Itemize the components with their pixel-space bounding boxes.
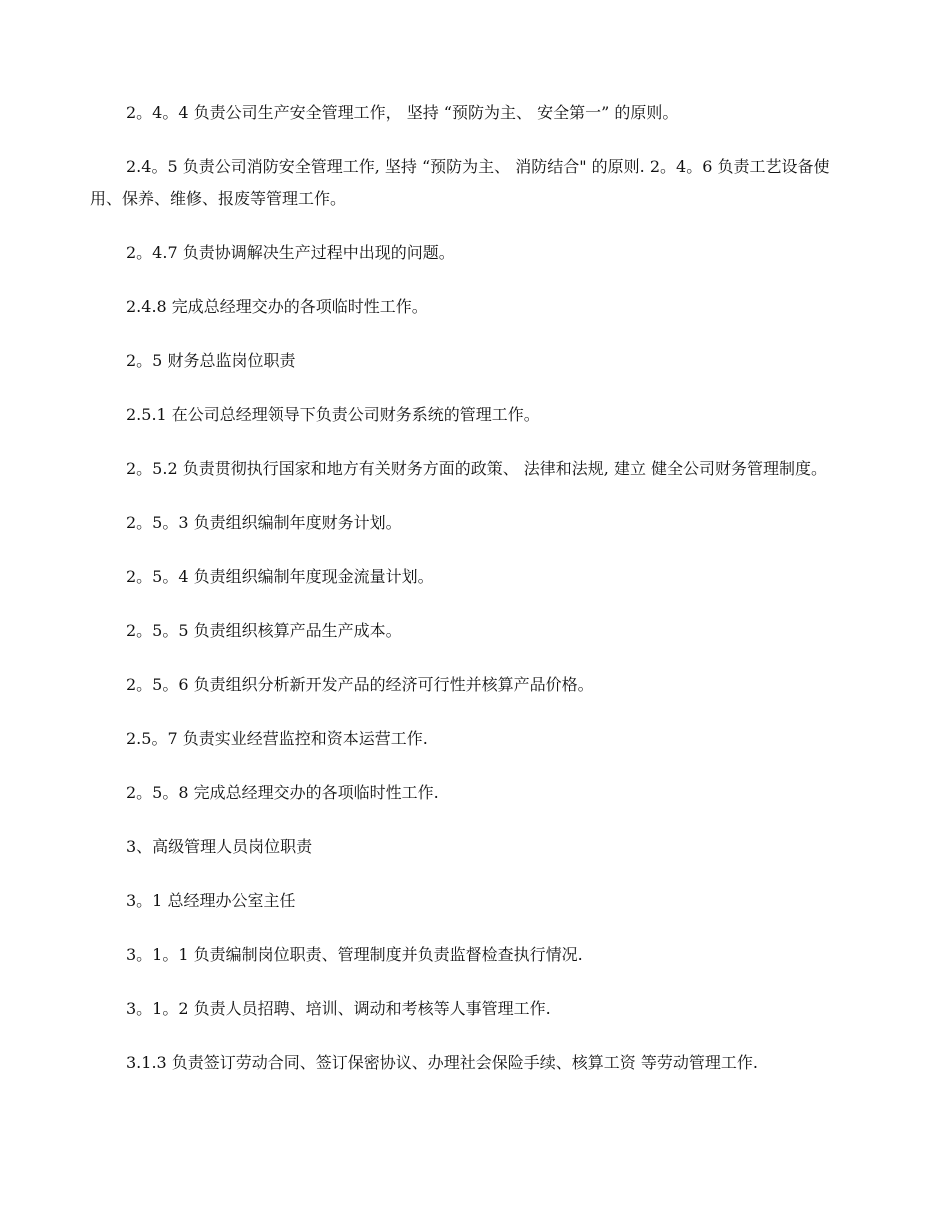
paragraph-2-4-7: 2。4.7 负责协调解决生产过程中出现的问题。 xyxy=(126,243,455,262)
paragraph-2-5-3: 2。5。3 负责组织编制年度财务计划。 xyxy=(126,513,402,532)
paragraph-2-5-8: 2。5。8 完成总经理交办的各项临时性工作. xyxy=(126,783,439,802)
paragraph-2-5-6: 2。5。6 负责组织分析新开发产品的经济可行性并核算产品价格。 xyxy=(126,675,594,694)
paragraph-3-1-3: 3.1.3 负责签订劳动合同、签订保密协议、办理社会保险手续、核算工资 等劳动管理工作. xyxy=(126,1053,758,1072)
paragraph-3-1-2: 3。1。2 负责人员招聘、培训、调动和考核等人事管理工作. xyxy=(126,999,551,1018)
paragraph-2-5-5: 2。5。5 负责组织核算产品生产成本。 xyxy=(126,621,402,640)
paragraph-3-1-1: 3。1。1 负责编制岗位职责、管理制度并负责监督检查执行情况. xyxy=(126,945,583,964)
paragraph-2-4-5: 2.4。5 负责公司消防安全管理工作, 坚持 “预防为主、 消防结合" 的原则. 2。4。6 负责工艺设备使用、保养、维修、报废等管理工作。 xyxy=(90,157,830,208)
paragraph-2-5-2: 2。5.2 负责贯彻执行国家和地方有关财务方面的政策、 法律和法规, 建立 健全公司财务管理制度。 xyxy=(126,459,828,478)
document-body xyxy=(90,97,860,1101)
paragraph-2-5-4: 2。5。4 负责组织编制年度现金流量计划。 xyxy=(126,567,434,586)
paragraph-2-5-1: 2.5.1 在公司总经理领导下负责公司财务系统的管理工作。 xyxy=(126,405,540,424)
paragraph-2-5-7: 2.5。7 负责实业经营监控和资本运营工作. xyxy=(126,729,428,748)
section-heading-2-5: 2。5 财务总监岗位职责 xyxy=(126,351,296,370)
paragraph-2-4-8: 2.4.8 完成总经理交办的各项临时性工作。 xyxy=(126,297,428,316)
section-heading-3: 3、高级管理人员岗位职责 xyxy=(126,837,313,856)
section-heading-3-1: 3。1 总经理办公室主任 xyxy=(126,891,296,910)
paragraph-2-4-4: 2。4。4 负责公司生产安全管理工作， 坚持 “预防为主、 安全第一” 的原则。 xyxy=(126,103,679,122)
